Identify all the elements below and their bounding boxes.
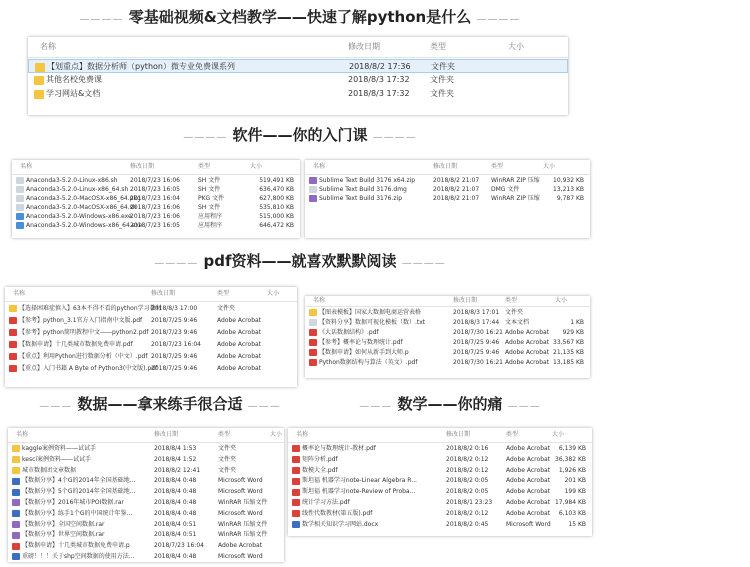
title-decoration: ——— (507, 401, 541, 412)
column-header-date[interactable]: 修改日期 (433, 163, 458, 170)
explorer-panel-pdf-refs (305, 296, 590, 378)
doc-icon (12, 553, 20, 560)
file-name: 【数据分享】练手1个G的中国统计年鉴... (22, 509, 133, 517)
file-type: 文件夹 (217, 305, 236, 312)
file-row[interactable] (5, 303, 297, 315)
file-modified-date: 2018/8/4 0:48 (154, 477, 197, 485)
file-name: Sublime Text Build 3176 x64.zip (319, 177, 416, 184)
file-row[interactable] (8, 444, 284, 455)
file-icon (16, 186, 24, 193)
file-type: Microsoft Word (218, 509, 263, 517)
file-row[interactable] (5, 351, 297, 363)
zip-icon (12, 499, 20, 506)
file-row[interactable] (8, 498, 284, 509)
title-text: pdf资料——就喜欢默默阅读 (203, 252, 397, 270)
file-type: 文本文档 (505, 319, 530, 326)
file-modified-date: 2018/7/25 9:46 (453, 339, 500, 346)
file-name: 【参考】python_3.1官方入门指南中文版.pdf (19, 317, 143, 324)
folder-icon (34, 90, 44, 99)
file-row[interactable] (5, 327, 297, 339)
file-name: 斯坦福 机器学习note-Review of Proba... (302, 488, 416, 496)
file-name: kaggle案例资料——试试手 (22, 445, 97, 452)
exe-icon (16, 213, 24, 220)
pdf-icon (309, 329, 317, 336)
title-text: 零基础视频&文档教学——快速了解python是什么 (128, 8, 472, 26)
column-header-name[interactable]: 名称 (313, 297, 326, 304)
title-decoration: ——— (39, 401, 73, 412)
folder-icon (9, 305, 17, 312)
file-row[interactable] (28, 87, 568, 101)
file-size: 199 KB (564, 488, 586, 496)
section-title-math (150, 393, 750, 414)
title-decoration: ———— (183, 132, 228, 143)
file-row[interactable] (288, 498, 592, 509)
file-row[interactable] (288, 455, 592, 466)
file-row[interactable] (305, 185, 590, 194)
file-size: 535,810 KB (259, 204, 294, 211)
column-header-type[interactable]: 类型 (198, 163, 211, 170)
file-name: 【数据申请】如何从新手到大师.p (319, 349, 409, 356)
file-row[interactable] (305, 328, 590, 338)
file-row[interactable] (288, 476, 592, 487)
file-name: Python数据结构与算法（英文）.pdf (319, 359, 418, 366)
folder-icon (12, 456, 20, 463)
file-name: 【资料分享】数据可视化模板（数）.txt (319, 319, 426, 326)
file-type: 文件夹 (431, 62, 455, 71)
title-decoration: ——— (247, 401, 281, 412)
file-name: 概率论与数理统计-教材.pdf (302, 445, 376, 452)
column-header-size[interactable]: 大小 (250, 163, 263, 170)
column-header-name[interactable]: 名称 (13, 290, 26, 297)
file-modified-date: 2018/8/2 0:12 (446, 455, 489, 463)
file-type: Adobe Acrobat (218, 542, 263, 550)
file-size: 36,382 KB (555, 455, 586, 463)
file-type: PKG 文件 (198, 195, 225, 202)
title-decoration: ———— (476, 14, 521, 25)
file-type: Microsoft Word (218, 477, 263, 485)
file-modified-date: 2018/8/3 17:00 (151, 305, 198, 312)
column-header-name[interactable]: 名称 (313, 163, 326, 170)
file-row[interactable] (288, 444, 592, 455)
file-size: 33,567 KB (553, 339, 584, 346)
file-name: 【划重点】数据分析师（python）微专业免费课系列 (47, 62, 235, 71)
file-type: SH 文件 (198, 177, 221, 184)
column-header-row (305, 296, 590, 307)
pdf-icon (309, 349, 317, 356)
file-size: 10,932 KB (553, 177, 584, 184)
file-row[interactable] (305, 348, 590, 358)
column-header-row (12, 160, 300, 175)
column-header-type[interactable]: 类型 (218, 431, 231, 438)
file-size: 13,185 KB (553, 359, 584, 366)
title-decoration: ———— (154, 258, 199, 269)
file-type: Adobe Acrobat (505, 339, 550, 346)
file-name: 重磅！！！关于shp空间数据的使用方法... (22, 553, 135, 560)
folder-icon (309, 309, 317, 316)
pdf-icon (9, 365, 17, 372)
file-row[interactable] (28, 73, 568, 87)
title-decoration: ——— (359, 401, 393, 412)
file-modified-date: 2018/7/25 9:46 (151, 365, 198, 372)
file-size: 21,135 KB (553, 349, 584, 356)
pdf-icon (292, 478, 300, 485)
file-modified-date: 2018/8/2 21:07 (433, 177, 480, 184)
file-modified-date: 2018/7/23 16:06 (130, 177, 180, 184)
file-row[interactable] (12, 176, 300, 185)
file-name: 【数据申请】十几类城市数据免费申请.p (22, 542, 130, 550)
file-name: 矩阵分析.pdf (302, 455, 338, 463)
pdf-icon (292, 489, 300, 496)
file-name: 数学相关知识学习网站.docx (302, 520, 379, 528)
pdf-icon (9, 329, 17, 336)
file-type: Adobe Acrobat (506, 445, 551, 452)
file-icon (16, 195, 24, 202)
file-name: 【数据分享】世界空间数据.rar (22, 531, 105, 539)
file-type: Adobe Acrobat (506, 455, 551, 463)
file-modified-date: 2018/8/2 0:16 (446, 445, 489, 452)
file-row[interactable] (288, 520, 592, 531)
file-modified-date: 2018/8/2 0:45 (446, 520, 489, 528)
column-header-type[interactable]: 类型 (430, 42, 446, 51)
file-row[interactable] (12, 185, 300, 194)
file-row[interactable] (8, 466, 284, 477)
column-header-type[interactable]: 类型 (491, 163, 504, 170)
file-name: 《大话数据结构》.pdf (319, 329, 379, 336)
file-row[interactable] (8, 541, 284, 552)
file-type: Adobe Acrobat (506, 488, 551, 496)
pdf-icon (9, 317, 17, 324)
file-size: 1 KB (570, 319, 584, 326)
file-name: 数模大全.pdf (302, 466, 338, 474)
file-type: 文件夹 (505, 309, 524, 316)
column-header-size[interactable]: 大小 (543, 163, 556, 170)
file-name: 【数据申请】十几类城市数据免费申请.pdf (19, 341, 133, 348)
file-row[interactable] (305, 318, 590, 328)
file-name: 线性代数教材(第五版).pdf (302, 509, 373, 517)
column-header-name[interactable]: 名称 (296, 431, 309, 438)
zip-icon (309, 177, 317, 184)
file-modified-date: 2018/8/4 0:48 (154, 553, 197, 560)
file-modified-date: 2018/8/4 0:48 (154, 499, 197, 506)
file-modified-date: 2018/8/3 17:44 (453, 319, 500, 326)
file-name: 【参考】python简明教程中文——python2.pdf (19, 329, 149, 336)
file-type: Adobe Acrobat (217, 365, 262, 372)
file-icon (16, 177, 24, 184)
file-size: 1,926 KB (558, 466, 586, 474)
folder-icon (34, 76, 44, 85)
file-name: kesci案例资料——试试手 (22, 455, 92, 463)
file-size: 627,800 KB (259, 195, 294, 202)
file-type: 文件夹 (218, 455, 237, 463)
column-header-date[interactable]: 修改日期 (453, 297, 478, 304)
column-header-date[interactable]: 修改日期 (130, 163, 155, 170)
file-size: 17,984 KB (555, 499, 586, 506)
file-type: Adobe Acrobat (217, 329, 262, 336)
file-modified-date: 2018/8/4 1:52 (154, 455, 197, 463)
file-name: 【重点】利用Python进行数据分析（中文）.pdf (19, 353, 148, 360)
file-size: 519,491 KB (259, 177, 294, 184)
file-size: 515,000 KB (259, 213, 294, 220)
file-row[interactable] (305, 358, 590, 368)
file-size: 13,213 KB (553, 186, 584, 193)
file-type: WinRAR ZIP 压缩 (491, 195, 540, 202)
file-modified-date: 2018/8/4 0:51 (154, 531, 197, 539)
file-modified-date: 2018/7/30 16:21 (453, 359, 503, 366)
file-modified-date: 2018/8/1 23:23 (446, 499, 493, 506)
file-name: 城市数据团文章数据 (22, 466, 77, 474)
pdf-icon (292, 456, 300, 463)
file-type: WinRAR 压缩文件 (218, 531, 268, 539)
file-modified-date: 2018/8/2 21:07 (433, 186, 480, 193)
file-modified-date: 2018/8/2 21:07 (433, 195, 480, 202)
file-type: Adobe Acrobat (506, 466, 551, 474)
file-modified-date: 2018/8/3 17:32 (348, 75, 410, 84)
file-type: DMG 文件 (491, 186, 520, 193)
file-modified-date: 2018/8/2 0:12 (446, 466, 489, 474)
doc-icon (12, 489, 20, 496)
file-modified-date: 2018/8/2 0:05 (446, 488, 489, 496)
doc-icon (12, 510, 20, 517)
file-name: 其他名校免费课 (46, 75, 102, 84)
file-row[interactable] (305, 338, 590, 348)
file-modified-date: 2018/8/4 0:48 (154, 488, 197, 496)
file-size: 6,139 KB (558, 445, 586, 452)
file-type: Adobe Acrobat (217, 317, 262, 324)
explorer-panel-anaconda (12, 160, 300, 238)
file-name: 【重点】入门书籍 A Byte of Python3(中文版).pdf (19, 365, 158, 372)
file-size: 636,470 KB (259, 186, 294, 193)
file-modified-date: 2018/7/23 16:05 (130, 222, 180, 229)
file-modified-date: 2018/7/25 9:46 (151, 317, 198, 324)
file-type: WinRAR 压缩文件 (218, 520, 268, 528)
zip-icon (12, 521, 20, 528)
file-type: Microsoft Word (506, 520, 551, 528)
section-title-python-intro (0, 6, 600, 27)
file-type: 应用程序 (198, 213, 223, 220)
file-row[interactable] (8, 520, 284, 531)
column-header-row (28, 37, 568, 58)
doc-icon (292, 521, 300, 528)
column-header-size[interactable]: 大小 (270, 431, 283, 438)
column-header-size[interactable]: 大小 (555, 297, 568, 304)
file-type: 文件夹 (218, 445, 237, 452)
file-type: 文件夹 (218, 466, 237, 474)
file-name: Anaconda3-5.2.0-Windows-x86.exe (26, 213, 132, 220)
file-icon (16, 204, 24, 211)
explorer-panel-pdf-books (5, 287, 297, 387)
file-type: Adobe Acrobat (505, 349, 550, 356)
explorer-panel-sublime (305, 160, 590, 238)
pdf-icon (309, 359, 317, 366)
file-type: SH 文件 (198, 186, 221, 193)
file-modified-date: 2018/8/2 12:41 (154, 466, 201, 474)
file-name: 【数据分享】5个G的2014年全国基础地... (22, 488, 136, 496)
column-header-row (305, 160, 590, 175)
title-decoration: ———— (79, 14, 124, 25)
title-text: 数据——拿来练手很合适 (77, 395, 243, 413)
column-header-type[interactable]: 类型 (506, 431, 519, 438)
file-name: 斯坦福 机器学习note-Linear Algebra R... (302, 477, 417, 485)
title-decoration: ———— (372, 132, 417, 143)
file-modified-date: 2018/8/4 1:53 (154, 445, 197, 452)
pdf-icon (292, 510, 300, 517)
file-row[interactable] (305, 308, 590, 318)
file-name: 统计学习方法.pdf (302, 499, 350, 506)
file-name: 【数据分享】2016年城市POI数据.rar (22, 499, 124, 506)
file-row[interactable] (8, 455, 284, 466)
column-header-size[interactable]: 大小 (508, 42, 524, 51)
file-type: Adobe Acrobat (505, 359, 550, 366)
file-type: WinRAR 压缩文件 (218, 499, 268, 506)
file-row[interactable] (28, 59, 568, 73)
title-decoration: ———— (401, 258, 446, 269)
explorer-panel-courses (28, 37, 568, 115)
column-header-size[interactable]: 大小 (267, 290, 280, 297)
explorer-panel-datasets (8, 428, 284, 562)
file-name: 学习网站&文档 (46, 89, 101, 98)
pdf-icon (309, 339, 317, 346)
file-modified-date: 2018/7/25 9:46 (453, 349, 500, 356)
file-modified-date: 2018/7/30 16:21 (453, 329, 503, 336)
file-name: 【图表模板】国家大数据电商运营表格 (319, 309, 422, 316)
pdf-icon (292, 445, 300, 452)
column-header-size[interactable]: 大小 (552, 431, 565, 438)
folder-icon (35, 63, 45, 72)
file-type: Adobe Acrobat (505, 329, 550, 336)
file-name: Anaconda3-5.2.0-Linux-x86.sh (26, 177, 118, 184)
file-row[interactable] (5, 363, 297, 375)
file-size: 929 KB (562, 329, 584, 336)
folder-icon (12, 445, 20, 452)
file-name: Anaconda3-5.2.0-Windows-x86_64.exe (26, 222, 143, 229)
file-type: Adobe Acrobat (506, 509, 551, 517)
file-size: 15 KB (568, 520, 586, 528)
file-row[interactable] (12, 203, 300, 212)
file-modified-date: 2018/7/23 16:05 (130, 186, 180, 193)
doc-icon (12, 478, 20, 485)
column-header-name[interactable]: 名称 (40, 42, 56, 51)
column-header-name[interactable]: 名称 (20, 163, 33, 170)
file-type: Adobe Acrobat (506, 477, 551, 485)
file-size: 6,103 KB (558, 509, 586, 517)
file-modified-date: 2018/7/23 16:06 (130, 213, 180, 220)
file-name: Sublime Text Build 3176.zip (319, 195, 403, 202)
file-row[interactable] (12, 194, 300, 203)
file-type: WinRAR ZIP 压缩 (491, 177, 540, 184)
file-modified-date: 2018/8/3 17:01 (453, 309, 500, 316)
folder-icon (12, 467, 20, 474)
exe-icon (16, 222, 24, 229)
file-name: 【数据分享】全国空间数据.rar (22, 520, 105, 528)
column-header-date[interactable]: 修改日期 (446, 431, 471, 438)
file-name: Anaconda3-5.2.0-MacOSX-x86_64.pkg (26, 195, 141, 202)
pdf-icon (292, 467, 300, 474)
file-name: Sublime Text Build 3176.dmg (319, 186, 407, 193)
file-modified-date: 2018/8/2 17:36 (349, 62, 411, 71)
file-row[interactable] (5, 315, 297, 327)
file-row[interactable] (5, 339, 297, 351)
zip-icon (12, 532, 20, 539)
column-header-row (5, 287, 297, 302)
file-row[interactable] (8, 552, 284, 563)
column-header-type[interactable]: 类型 (217, 290, 230, 297)
file-modified-date: 2018/8/3 17:32 (348, 89, 410, 98)
file-type: 文件夹 (430, 75, 454, 84)
file-modified-date: 2018/7/23 16:04 (151, 341, 201, 348)
pdf-icon (12, 543, 20, 550)
column-header-date[interactable]: 修改日期 (151, 290, 176, 297)
file-row[interactable] (8, 530, 284, 541)
file-modified-date: 2018/8/2 0:05 (446, 477, 489, 485)
zip-icon (309, 195, 317, 202)
file-name: 【参考】概率论与数理统计.pdf (319, 339, 403, 346)
column-header-row (8, 428, 284, 443)
column-header-name[interactable]: 名称 (16, 431, 29, 438)
file-modified-date: 2018/7/23 16:04 (154, 542, 204, 550)
file-type: SH 文件 (198, 204, 221, 211)
section-title-pdf (0, 250, 600, 271)
file-row[interactable] (305, 194, 590, 203)
file-size: 646,472 KB (259, 222, 294, 229)
file-row[interactable] (288, 466, 592, 477)
file-name: Anaconda3-5.2.0-Linux-x86_64.sh (26, 186, 129, 193)
file-icon (309, 319, 317, 326)
file-type: Microsoft Word (218, 553, 263, 560)
file-row[interactable] (8, 509, 284, 520)
file-row[interactable] (288, 487, 592, 498)
file-row[interactable] (8, 487, 284, 498)
file-row[interactable] (8, 476, 284, 487)
file-type: Adobe Acrobat (217, 341, 262, 348)
file-icon (309, 186, 317, 193)
file-row[interactable] (288, 509, 592, 520)
file-type: 应用程序 (198, 222, 223, 229)
file-name: 【数据分享】4个G的2014年全国基础地... (22, 477, 136, 485)
file-name: Anaconda3-5.2.0-MacOSX-x86_64.sh (26, 204, 137, 211)
file-row[interactable] (12, 212, 300, 221)
file-modified-date: 2018/7/25 9:46 (151, 353, 198, 360)
file-modified-date: 2018/8/4 0:51 (154, 520, 197, 528)
file-type: Adobe Acrobat (506, 499, 551, 506)
column-header-date[interactable]: 修改日期 (348, 42, 380, 51)
file-size: 201 KB (564, 477, 586, 485)
pdf-icon (292, 499, 300, 506)
file-size: 9,787 KB (556, 195, 584, 202)
column-header-type[interactable]: 类型 (505, 297, 518, 304)
file-type: Microsoft Word (218, 488, 263, 496)
file-row[interactable] (12, 221, 300, 230)
pdf-icon (9, 353, 17, 360)
title-text: 软件——你的入门课 (232, 126, 368, 144)
file-modified-date: 2018/8/2 0:12 (446, 509, 489, 517)
column-header-date[interactable]: 修改日期 (154, 431, 179, 438)
file-modified-date: 2018/7/23 16:06 (130, 204, 180, 211)
section-title-software (0, 124, 600, 145)
file-modified-date: 2018/7/23 16:04 (130, 195, 180, 202)
file-name: 【选择困难症慎入】63本不得不看的python学习教材 (19, 305, 162, 312)
title-text: 数学——你的痛 (397, 395, 503, 413)
file-type: Adobe Acrobat (217, 353, 262, 360)
file-row[interactable] (305, 176, 590, 185)
file-modified-date: 2018/8/4 0:48 (154, 509, 197, 517)
column-header-row (288, 428, 592, 443)
pdf-icon (9, 341, 17, 348)
file-type: 文件夹 (430, 89, 454, 98)
explorer-panel-math (288, 428, 592, 536)
file-modified-date: 2018/7/23 9:46 (151, 329, 198, 336)
